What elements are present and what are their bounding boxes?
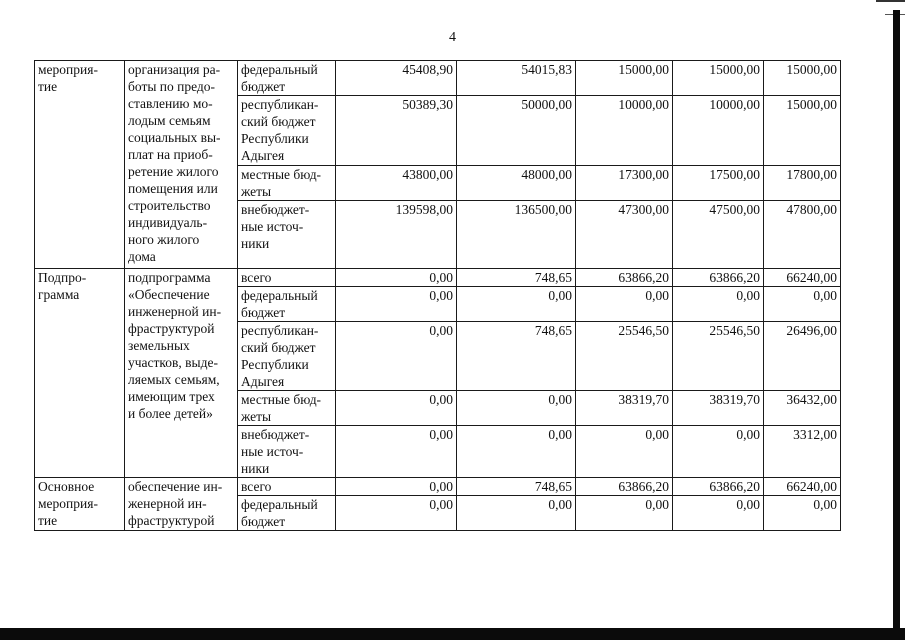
value-cell: 0,00 [764,496,841,531]
value-cell: 66240,00 [764,269,841,287]
value-cell: 15000,00 [764,61,841,96]
value-cell: 38319,70 [673,391,764,426]
table-row [35,61,841,96]
value-cell: 0,00 [576,496,673,531]
value-cell: 0,00 [457,287,576,322]
value-cell: 45408,90 [336,61,457,96]
value-cell: 15000,00 [673,61,764,96]
funding-source-cell: внебюджет- ные источ- ники [238,426,336,478]
value-cell: 36432,00 [764,391,841,426]
value-cell: 47500,00 [673,201,764,269]
value-cell: 15000,00 [764,96,841,166]
value-cell: 17500,00 [673,166,764,201]
value-cell: 136500,00 [457,201,576,269]
page-number: 4 [449,30,456,45]
value-cell: 3312,00 [764,426,841,478]
value-cell: 17800,00 [764,166,841,201]
funding-source-cell: всего [238,269,336,287]
value-cell: 139598,00 [336,201,457,269]
value-cell: 63866,20 [576,269,673,287]
value-cell: 25546,50 [673,322,764,391]
value-cell: 54015,83 [457,61,576,96]
table-row [35,478,841,496]
value-cell: 47300,00 [576,201,673,269]
value-cell: 26496,00 [764,322,841,391]
activity-name-cell: обеспечение ин- женерной ин- фраструктурой [125,478,238,531]
value-cell: 63866,20 [673,478,764,496]
value-cell: 0,00 [673,496,764,531]
value-cell: 38319,70 [576,391,673,426]
funding-source-cell: внебюджет- ные источ- ники [238,201,336,269]
funding-source-cell: федеральный бюджет [238,496,336,531]
value-cell: 0,00 [336,322,457,391]
funding-source-cell: федеральный бюджет [238,61,336,96]
funding-source-cell: местные бюд- жеты [238,166,336,201]
table-row [35,269,841,287]
value-cell: 63866,20 [673,269,764,287]
value-cell: 0,00 [673,287,764,322]
value-cell: 25546,50 [576,322,673,391]
activity-type-cell: Подпро- грамма [35,269,125,478]
value-cell: 10000,00 [673,96,764,166]
value-cell: 66240,00 [764,478,841,496]
funding-source-cell: местные бюд- жеты [238,391,336,426]
value-cell: 0,00 [673,426,764,478]
scan-border [0,628,905,640]
value-cell: 50389,30 [336,96,457,166]
value-cell: 47800,00 [764,201,841,269]
value-cell: 0,00 [336,478,457,496]
activity-type-cell: мероприя- тие [35,61,125,269]
value-cell: 0,00 [457,496,576,531]
scan-border [893,10,900,640]
activity-type-cell: Основное мероприя- тие [35,478,125,531]
value-cell: 0,00 [336,391,457,426]
activity-name-cell: организация ра- боты по предо- ставлению мо- лодым семьям социальных вы- плат на приоб- ретение жилого помещения или строительство индивидуаль- ного жилого дома [125,61,238,269]
value-cell: 0,00 [576,287,673,322]
value-cell: 10000,00 [576,96,673,166]
value-cell: 50000,00 [457,96,576,166]
value-cell: 0,00 [457,391,576,426]
value-cell: 43800,00 [336,166,457,201]
value-cell: 0,00 [336,287,457,322]
value-cell: 748,65 [457,269,576,287]
value-cell: 48000,00 [457,166,576,201]
value-cell: 17300,00 [576,166,673,201]
funding-source-cell: всего [238,478,336,496]
budget-table [34,60,841,531]
funding-source-cell: республикан- ский бюджет Республики Адыгея [238,96,336,166]
value-cell: 63866,20 [576,478,673,496]
value-cell: 15000,00 [576,61,673,96]
value-cell: 748,65 [457,478,576,496]
value-cell: 0,00 [336,269,457,287]
activity-name-cell: подпрограмма «Обеспечение инженерной ин- фраструктурой земельных участков, выде- ляемых семьям, имеющим трех и более детей» [125,269,238,478]
value-cell: 0,00 [576,426,673,478]
value-cell: 0,00 [457,426,576,478]
value-cell: 748,65 [457,322,576,391]
value-cell: 0,00 [336,496,457,531]
value-cell: 0,00 [336,426,457,478]
value-cell: 0,00 [764,287,841,322]
funding-source-cell: республикан- ский бюджет Республики Адыгея [238,322,336,391]
funding-source-cell: федеральный бюджет [238,287,336,322]
scan-mark [876,0,905,2]
